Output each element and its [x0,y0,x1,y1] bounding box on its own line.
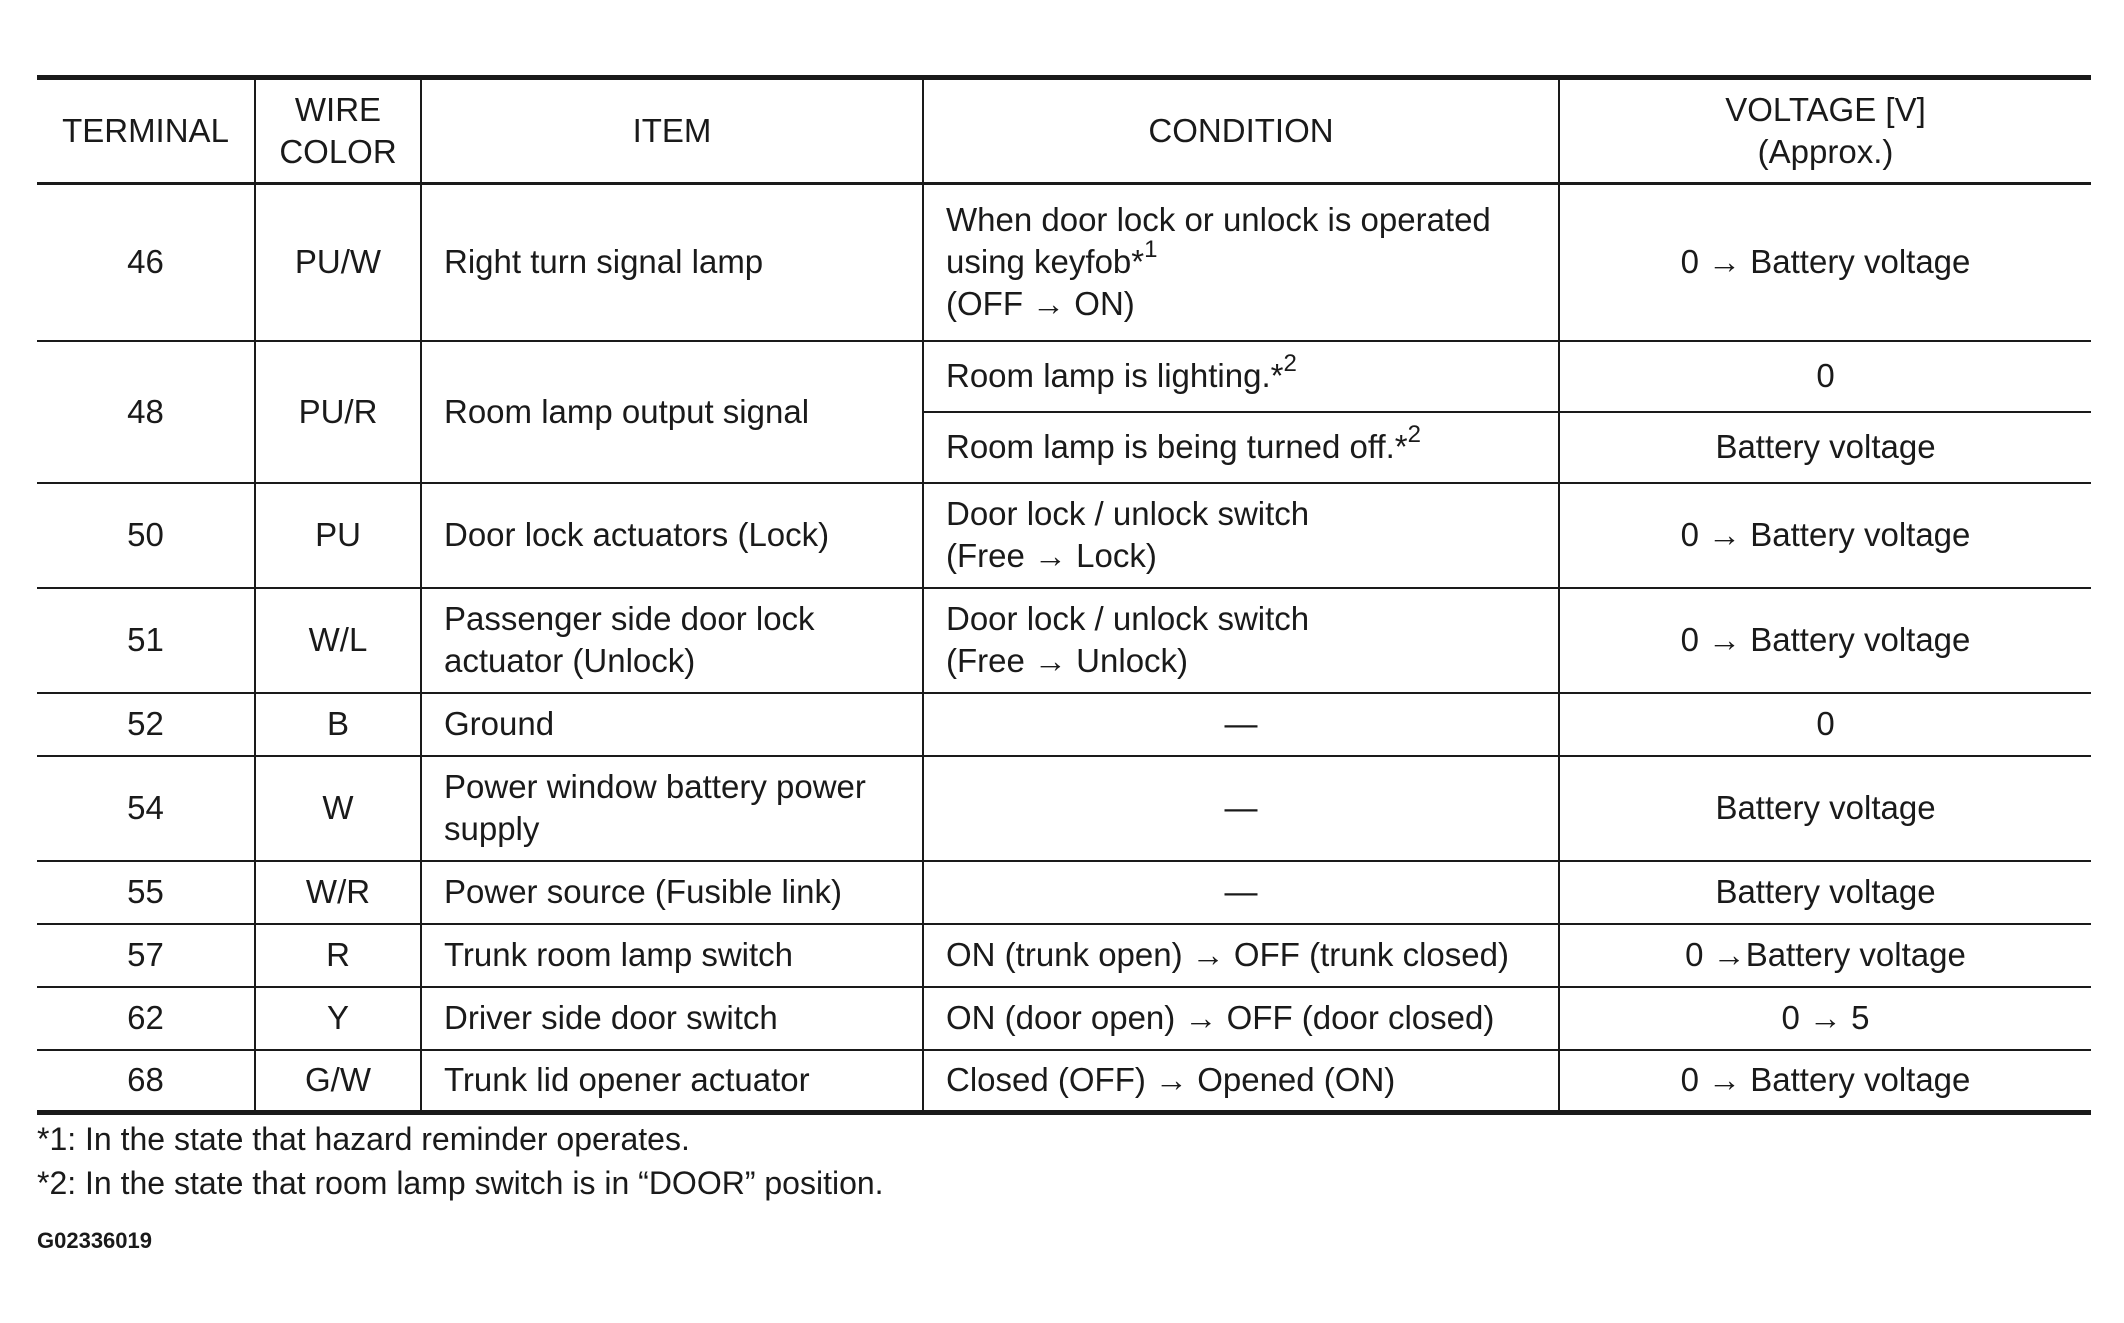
wire-color-cell: W [255,756,421,861]
header-voltage: VOLTAGE [V] (Approx.) [1559,78,2091,184]
item-cell: Trunk lid opener actuator [421,1050,923,1113]
wire-color-cell: PU/W [255,184,421,341]
item-cell: Right turn signal lamp [421,184,923,341]
table-row [37,756,2091,861]
item-cell: Power window battery power supply [421,756,923,861]
header-condition: CONDITION [923,78,1559,184]
table-row [37,987,2091,1050]
condition-cell: Door lock / unlock switch (Free → Unlock) [923,588,1559,693]
terminal-cell: 55 [37,861,255,924]
terminal-cell: 68 [37,1050,255,1113]
item-cell: Power source (Fusible link) [421,861,923,924]
item-cell: Driver side door switch [421,987,923,1050]
condition-cell: Closed (OFF) → Opened (ON) [923,1050,1559,1113]
terminal-cell: 46 [37,184,255,341]
item-cell: Ground [421,693,923,756]
condition-cell: ON (door open) → OFF (door closed) [923,987,1559,1050]
table-row [37,341,2091,412]
voltage-cell: 0 →Battery voltage [1559,924,2091,987]
condition-cell: — [923,756,1559,861]
wire-color-cell: W/R [255,861,421,924]
terminal-cell: 48 [37,341,255,483]
condition-cell: Room lamp is being turned off.*$^2$ [923,412,1559,483]
terminal-spec-table [37,75,2091,1115]
wire-color-cell: W/L [255,588,421,693]
table-row [37,1050,2091,1113]
terminal-cell: 50 [37,483,255,588]
footnote-1: *1: In the state that hazard reminder operates. [37,1121,690,1157]
condition-cell: Room lamp is lighting.*$^2$ [923,341,1559,412]
item-cell: Passenger side door lock actuator (Unlock) [421,588,923,693]
table-row [37,588,2091,693]
table-row [37,483,2091,588]
terminal-cell: 54 [37,756,255,861]
terminal-cell: 57 [37,924,255,987]
voltage-cell: 0 [1559,341,2091,412]
condition-cell: — [923,861,1559,924]
wire-color-cell: G/W [255,1050,421,1113]
footnote-2: *2: In the state that room lamp switch is in “DOOR” position. [37,1165,884,1201]
voltage-cell: 0 → Battery voltage [1559,1050,2091,1113]
table-row [37,924,2091,987]
header-terminal: TERMINAL [37,78,255,184]
wire-color-cell: R [255,924,421,987]
voltage-cell: 0 → Battery voltage [1559,588,2091,693]
item-cell: Room lamp output signal [421,341,923,483]
table-header-row [37,78,2091,184]
condition-cell: When door lock or unlock is operated using keyfob*$^1$ (OFF → ON) [923,184,1559,341]
footnotes [37,1117,884,1205]
header-wire-color: WIRE COLOR [255,78,421,184]
voltage-cell: Battery voltage [1559,412,2091,483]
voltage-cell: 0 → Battery voltage [1559,184,2091,341]
voltage-cell: 0 → Battery voltage [1559,483,2091,588]
terminal-cell: 52 [37,693,255,756]
condition-cell: Door lock / unlock switch (Free → Lock) [923,483,1559,588]
terminal-cell: 51 [37,588,255,693]
voltage-cell: 0 → 5 [1559,987,2091,1050]
table-row [37,693,2091,756]
figure-id: G02336019 [37,1228,152,1253]
voltage-cell: Battery voltage [1559,756,2091,861]
condition-cell: ON (trunk open) → OFF (trunk closed) [923,924,1559,987]
terminal-cell: 62 [37,987,255,1050]
table-row [37,184,2091,341]
voltage-cell: Battery voltage [1559,861,2091,924]
voltage-cell: 0 [1559,693,2091,756]
wire-color-cell: PU/R [255,341,421,483]
item-cell: Door lock actuators (Lock) [421,483,923,588]
wire-color-cell: Y [255,987,421,1050]
wire-color-cell: PU [255,483,421,588]
item-cell: Trunk room lamp switch [421,924,923,987]
condition-cell: — [923,693,1559,756]
header-item: ITEM [421,78,923,184]
table-row [37,861,2091,924]
wire-color-cell: B [255,693,421,756]
